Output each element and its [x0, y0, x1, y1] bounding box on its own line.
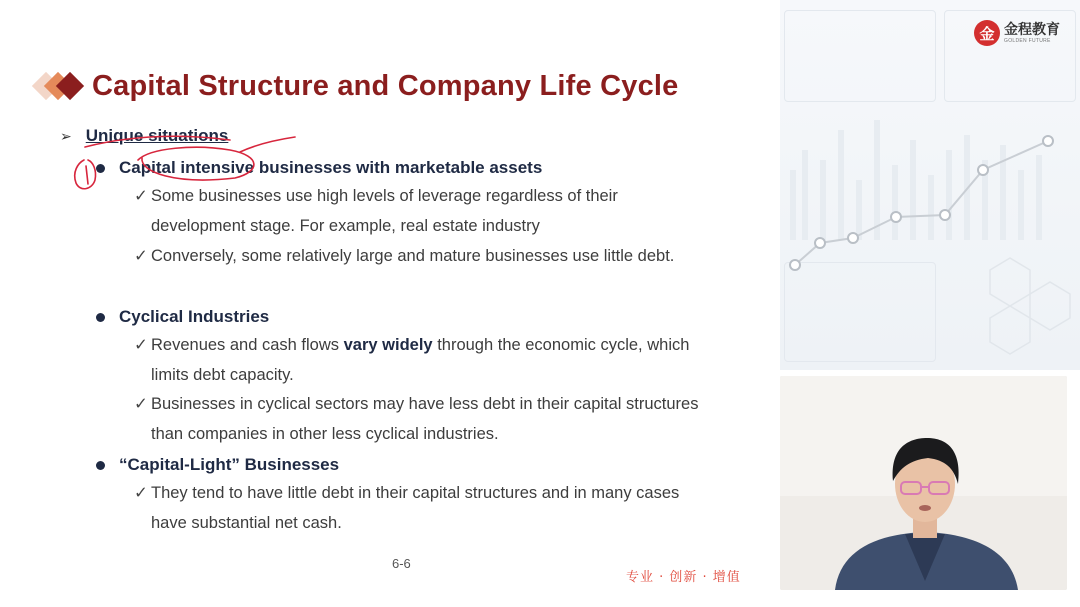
logo-name-cn: 金程教育: [1004, 21, 1060, 38]
bullet-dot-icon: [96, 313, 105, 322]
footer-slogan: 专业 · 创新 · 增值: [626, 570, 741, 585]
check-icon: ✓: [134, 484, 148, 502]
point-cyclical-less-debt: ✓ Businesses in cyclical sectors may have less debt in their capital structures than companies in other less cyclical industries.: [134, 390, 714, 449]
title-diamonds-icon: [30, 66, 88, 106]
presenter-webcam: [780, 376, 1067, 590]
arrow-bullet-icon: ➢: [60, 127, 72, 144]
background-chart-icon: [780, 0, 1080, 370]
logo-mark-icon: 金: [974, 20, 1000, 46]
point-mature-little-debt: ✓ Conversely, some relatively large and mature businesses use little debt.: [134, 242, 714, 272]
section-capital-light: “Capital-Light” Businesses: [96, 455, 339, 475]
point-leverage-real-estate: ✓ Some businesses use high levels of leverage regardless of their development stage. For example, real estate industry: [134, 182, 714, 241]
emphasis-vary-widely: vary widely: [343, 336, 433, 354]
section-cyclical-industries: Cyclical Industries: [96, 307, 269, 327]
title-row: [30, 66, 679, 106]
point-revenues-vary: ✓ Revenues and cash flows vary widely through the economic cycle, which limits debt capacity.: [134, 331, 714, 390]
logo-name-en: GOLDEN FUTURE: [1004, 37, 1051, 44]
slide-title: Capital Structure and Company Life Cycle: [92, 69, 679, 102]
section-capital-intensive: Capital intensive businesses with marketable assets: [96, 158, 542, 178]
bullet-dot-icon: [96, 164, 105, 173]
logo-text: [1004, 23, 1060, 44]
heading-unique-situations: ➢ Unique situations: [60, 126, 229, 145]
check-icon: ✓: [134, 336, 148, 354]
check-icon: ✓: [134, 395, 148, 413]
check-icon: ✓: [134, 187, 148, 205]
background-infographic: [780, 0, 1080, 370]
check-icon: ✓: [134, 247, 148, 265]
bullet-dot-icon: [96, 461, 105, 470]
golden-future-logo: [974, 18, 1060, 48]
presenter-video-image: [780, 376, 1067, 590]
page-number: 6-6: [392, 556, 411, 571]
point-little-debt-net-cash: ✓ They tend to have little debt in their capital structures and in many cases have substantial net cash.: [134, 479, 714, 538]
